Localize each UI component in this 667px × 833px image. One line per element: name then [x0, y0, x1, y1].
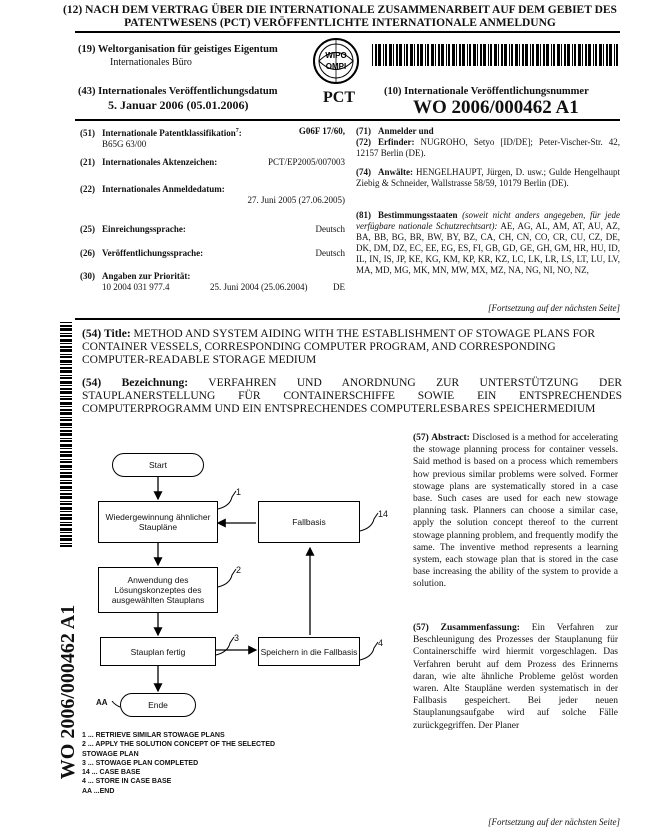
- field-81: [356, 210, 620, 276]
- legend-line: AA ...END: [82, 787, 115, 795]
- flowchart: [90, 445, 410, 725]
- field-74-text: HENGELHAUPT, Jürgen, D. usw.; Gulde Hengelhaupt Ziebig & Schneider, Wallstrasse 58/59, 10179 Berlin (DE).: [356, 167, 621, 188]
- field-26-num: (26): [80, 248, 95, 258]
- flow-label-4: 4: [378, 638, 384, 648]
- field-26-value: Deutsch: [315, 248, 345, 258]
- flow-label-14: 14: [378, 509, 389, 519]
- abstract-de-label: Zusammenfassung:: [440, 623, 520, 633]
- header-line-1: (12) NACH DEM VERTRAG ÜBER DIE INTERNATIONALE ZUSAMMENARBEIT AUF DEM GEBIET DES: [63, 4, 617, 16]
- field-30-value2: 25. Juni 2004 (25.06.2004): [210, 282, 308, 292]
- field-72-label: Erfinder:: [378, 137, 415, 147]
- title-de-text: VERFAHREN UND ANORDNUNG ZUR UNTERSTÜTZUNG DER STAUPLANERSTELLUNG FÜR CONTAINERSCHIFFE SOWIE EIN ENTSPRECHENDES COMPUTERPROGRAMM UND EIN ENTSPRECHENDES COMPUTERLESBARES SPEICHERMEDIUM: [82, 377, 623, 415]
- flow-end: Ende: [120, 693, 196, 717]
- field-72-num: (72): [356, 137, 371, 147]
- legend-line: 3 ... STOWAGE PLAN COMPLETED: [82, 759, 199, 767]
- legend-line: 1 ... RETRIEVE SIMILAR STOWAGE PLANS: [82, 732, 225, 739]
- field-22-num: (22): [80, 184, 95, 194]
- field-26-label: Veröffentlichungssprache:: [102, 248, 204, 258]
- field-25: [80, 224, 345, 235]
- field-72-text: NUGROHO, Setyo [ID/DE]; Peter-Vischer-Str. 42, 12157 Berlin (DE).: [356, 137, 621, 158]
- fields-rule: [75, 318, 620, 320]
- field-51-code: G06F 17/60,: [298, 126, 345, 136]
- title-en-num: (54): [82, 328, 102, 340]
- side-pubnum-text: WO 2006/000462 A1: [57, 604, 79, 780]
- document-header: [60, 4, 620, 30]
- field-26: [80, 248, 345, 259]
- field-25-num: (25): [80, 224, 95, 234]
- barcode-side: [60, 322, 72, 547]
- field-30-num: (30): [80, 271, 95, 281]
- abstract-de: [413, 622, 618, 732]
- field-22: [80, 184, 345, 206]
- title-de: [82, 377, 622, 416]
- title-en: [82, 328, 622, 367]
- field-51-sup: 7: [235, 128, 239, 134]
- field-51-num: (51): [80, 128, 95, 138]
- continued-note-top: [Fortsetzung auf der nächsten Seite]: [488, 303, 620, 313]
- field-81-label: Bestimmungsstaaten: [378, 210, 458, 220]
- field-22-value: 27. Juni 2005 (27.06.2005): [247, 195, 345, 205]
- org-sub: Internationales Büro: [110, 57, 192, 68]
- side-pubnum: [52, 560, 80, 828]
- field-21: [80, 157, 345, 168]
- field-25-label: Einreichungssprache:: [102, 224, 186, 234]
- field-74-num: (74): [356, 167, 371, 177]
- abstract-en-label: Abstract:: [431, 433, 470, 443]
- flow-label-1: 1: [236, 487, 242, 497]
- legend-line: STOWAGE PLAN: [82, 750, 139, 758]
- svg-text:OMPI: OMPI: [325, 62, 347, 71]
- flow-step-3: Stauplan fertig: [100, 637, 216, 666]
- flow-step-14: Fallbasis: [258, 501, 360, 543]
- legend-line: 14 ... CASE BASE: [82, 769, 141, 777]
- wipo-logo: [308, 36, 364, 86]
- flow-start: Start: [112, 453, 204, 477]
- pubdate-label: (43) Internationales Veröffentlichungsdatum: [78, 86, 278, 97]
- field-71-text: Anmelder und: [378, 126, 434, 136]
- field-21-value: PCT/EP2005/007003: [267, 157, 345, 167]
- flow-label-3: 3: [234, 633, 240, 643]
- flow-legend: [82, 731, 402, 796]
- field-51: (51) Internationale Patentklassifikation$^7$: G06F 17/60, B65G 63/00: [80, 126, 345, 149]
- header-rule: [75, 31, 620, 33]
- flow-step-1: Wiedergewinnung ähnlicher Staupläne: [98, 501, 218, 543]
- field-72: [356, 137, 620, 159]
- flow-label-2: 2: [236, 565, 242, 575]
- field-30-value3: DE: [333, 282, 345, 292]
- abstract-en: [413, 432, 618, 591]
- pubnum-value: WO 2006/000462 A1: [413, 97, 579, 118]
- header-line-2: PATENTWESENS (PCT) VERÖFFENTLICHTE INTERNATIONALE ANMELDUNG: [124, 17, 556, 29]
- title-en-label: Title:: [104, 328, 131, 340]
- abstract-de-text: Ein Verfahren zur Beschleunigung des Prozesses der Stauplanung für Containerschiffe wird hiermit vorgeschlagen. Das Verfahren beruht auf dem Prozess des Erinnerns daran, wie alte ähnliche Probleme gelöst worden waren. Alte Staupläne werden systematisch in der Fallbasis gespeichert. Bei jeder neuen Stauplanungsaufgabe wird auf solche Fälle zurückgegriffen. Der Planer: [413, 623, 618, 731]
- field-71-num: (71): [356, 126, 371, 136]
- field-30-label: Angaben zur Priorität:: [102, 271, 191, 281]
- continued-note-bottom: [Fortsetzung auf der nächsten Seite]: [488, 817, 620, 827]
- barcode-top: [372, 44, 620, 66]
- legend-line: 2 ... APPLY THE SOLUTION CONCEPT OF THE SELECTED: [82, 741, 276, 749]
- flow-step-2: Anwendung des Lösungskonzeptes des ausgewählten Stauplans: [98, 567, 218, 613]
- field-74: [356, 167, 620, 189]
- field-51-label: Internationale Patentklassifikation: [102, 128, 236, 138]
- pubdate-value: 5. Januar 2006 (05.01.2006): [108, 98, 249, 112]
- org-label: (19) Weltorganisation für geistiges Eigentum: [78, 44, 278, 55]
- field-22-label: Internationales Anmeldedatum:: [102, 184, 225, 194]
- field-25-value: Deutsch: [315, 224, 345, 234]
- abstract-en-num: (57): [413, 433, 429, 443]
- field-81-num: (81): [356, 210, 371, 220]
- field-21-label: Internationales Aktenzeichen:: [102, 157, 218, 167]
- pubnum-rule: [75, 119, 620, 121]
- pct-label: PCT: [323, 89, 355, 106]
- field-21-num: (21): [80, 157, 95, 167]
- abstract-de-num: (57): [413, 623, 429, 633]
- pubnum-label: (10) Internationale Veröffentlichungsnummer: [384, 86, 589, 97]
- field-81-note: (soweit nicht anders angegeben, für jede verfügbare nationale Schutzrechtsart):: [356, 210, 620, 231]
- abstract-en-text: Disclosed is a method for accelerating the stowage planning process for container vessels. Said method is based on a process which remembers how previous similar problems were solved. Former stowage plans are systematically stored in a case base. Such cases are used for each new stowage planning task. Planners can choose a similar case, apply the solution concept thereof to the current stowage planning problem, and frequently modify the same. The inventive method represents a learning system, each stowage plan that is stored in the case base increasing the ability of the system to provide a solution.: [413, 433, 618, 590]
- field-74-label: Anwälte:: [378, 167, 413, 177]
- legend-line: 4 ... STORE IN CASE BASE: [82, 778, 172, 786]
- field-71: [356, 126, 620, 137]
- field-51-cont: B65G 63/00: [102, 139, 147, 149]
- flow-label-aa: AA: [96, 698, 108, 707]
- field-30: [80, 271, 345, 293]
- svg-text:WIPO: WIPO: [325, 51, 347, 60]
- title-de-label: Bezeichnung:: [121, 377, 189, 389]
- title-de-num: (54): [82, 377, 102, 389]
- field-81-text: AE, AG, AL, AM, AT, AU, AZ, BA, BB, BG, BR, BW, BY, BZ, CA, CH, CN, CO, CR, CU, CZ, DE, DK, DM, DZ, EC, EE, EG, ES, FI, GB, GD, GE, GH, GM, HR, HU, ID, IL, IN, IS, JP, KE, KG, KM, KP, KR, KZ, LC, LK, LR, LS, LT, LU, LV, MA, MD, MG, MK, MN, MW, MX, MZ, NA, NG, NI, NO, NZ,: [356, 221, 621, 275]
- flow-step-4: Speichern in die Fallbasis: [258, 637, 360, 666]
- field-30-value1: 10 2004 031 977.4: [102, 282, 170, 292]
- title-en-text: METHOD AND SYSTEM AIDING WITH THE ESTABLISHMENT OF STOWAGE PLANS FOR CONTAINER VESSELS, CORRESPONDING COMPUTER PROGRAM, AND CORRESPONDING COMPUTER-READABLE STORAGE MEDIUM: [82, 328, 595, 366]
